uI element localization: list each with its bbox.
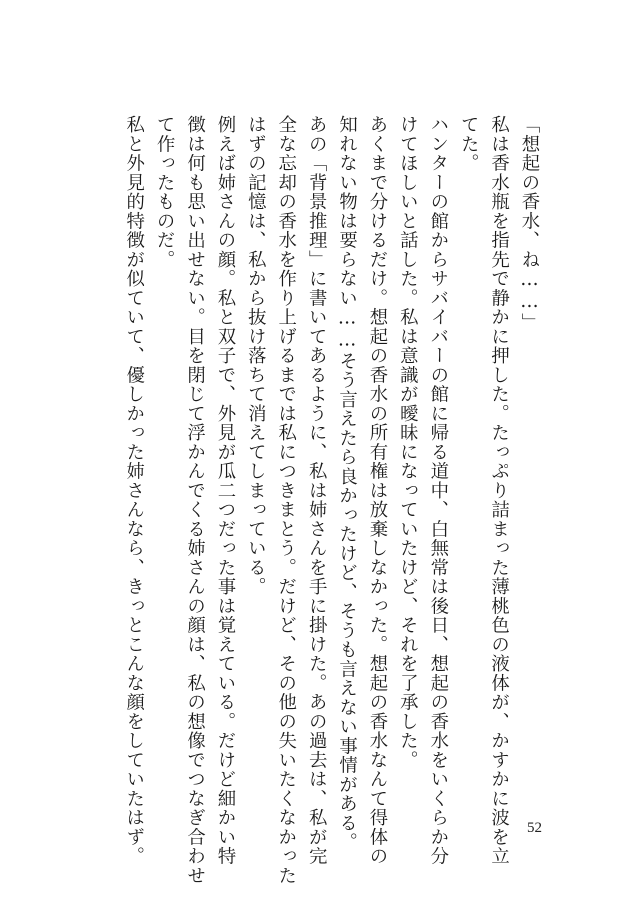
text-line: あの「背景推理」に書いてあるように、私は姉さんを手に掛けた。あの過去は、私が完: [306, 115, 328, 866]
text-line: 徴は何も思い出せない。目を閉じて浮かんでくる姉さんの顔は、私の想像でつなぎ合わせ: [184, 115, 206, 885]
text-line: あくまで分けるだけ。想起の香水の所有権は放棄しなかった。想起の香水なんて得体の: [366, 115, 388, 866]
text-line: はずの記憶は、私から抜け落ちて消えてしまっている。: [245, 115, 267, 597]
text-line: 例えば姉さんの顔。私と双子で、外見が瓜二つだった事は覚えている。だけど細かい特: [214, 115, 236, 866]
text-line: 全な忘却の香水を作り上げるまでは私につきまとう。だけど、その他の失いたくなかった: [275, 115, 297, 885]
text-line: て作ったものだ。: [154, 115, 176, 269]
text-line: 知れない物は要らない……そう言えたら良かったけど、そうも言えない事情がある。: [336, 115, 358, 852]
text-line: 私と外見的特徴が似ていて、優しかった姉さんなら、きっとこんな顔をしていたはず。: [123, 115, 145, 866]
text-line: てた。: [458, 115, 480, 173]
text-line: 私は香水瓶を指先で静かに押した。たっぷり詰まった薄桃色の液体が、かすかに波を立: [488, 115, 510, 866]
text-line: 「想起の香水、ね……」: [519, 115, 540, 332]
text-line: ハンターの館からサバイバーの館に帰る道中、白無常は後日、想起の香水をいくらか分: [427, 115, 449, 866]
page-number: 52: [527, 820, 542, 836]
text-line: けてほしいと話した。私は意識が曖昧になっていたけど、それを了承した。: [397, 115, 419, 770]
